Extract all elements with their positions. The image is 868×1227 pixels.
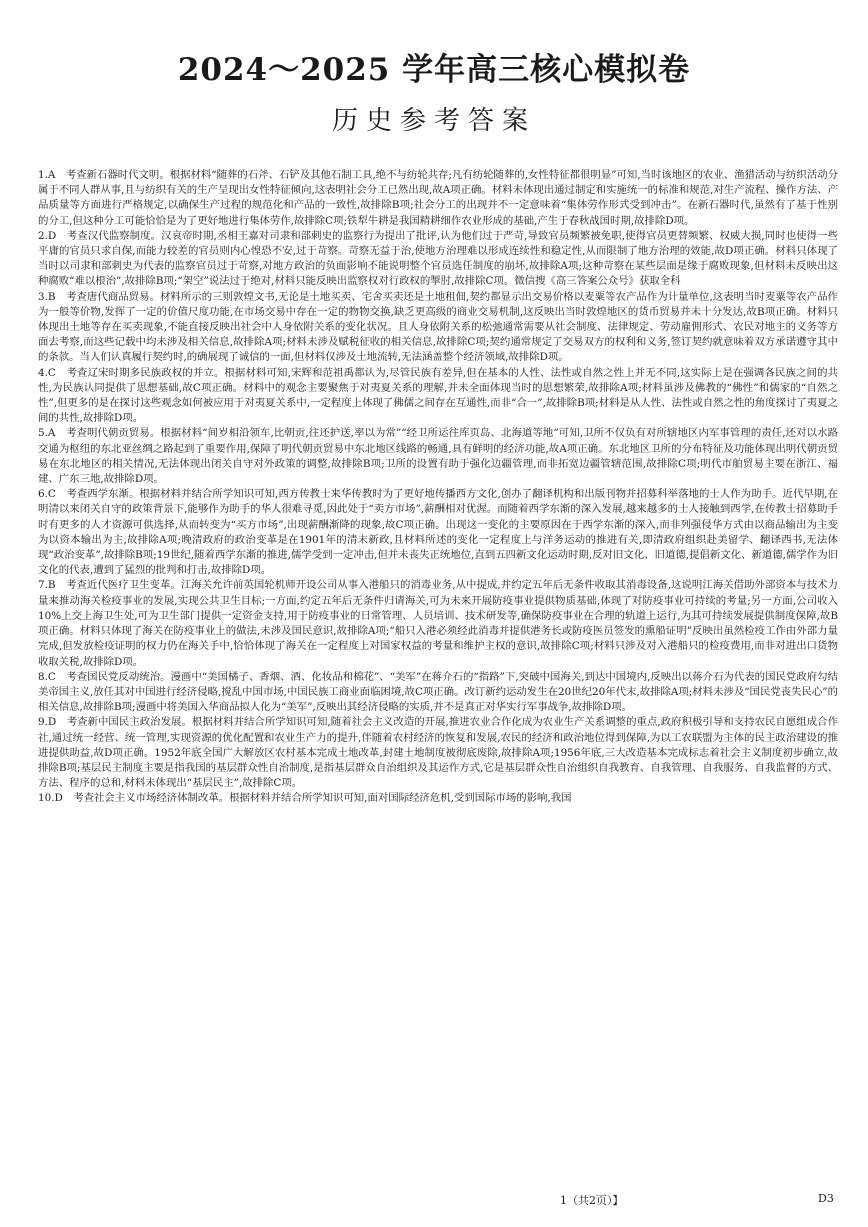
page-footer (0, 1192, 868, 1212)
answer-item-2: 2.D 考查汉代监察制度。汉哀帝时期,丞相王嘉对司隶和部刺史的监察行为提出了批评,认为他们过于严苛,导致官员频繁被免职,使得官员更替频繁、权威大损,同时也使得一些平庸的官员只求自保,而能力较差的官员则内心惶恐不安,过于苛察。苛察无益于治,使地方治理难以形成连续性和稳定性,从而限制了地方治理的效能,故D项正确。材料只体现了当时以司隶和部刺史为代表的监察官员过于苛察,对地方政治的负面影响不能说明整个官员选任制度的崩坏,故排除A项;这种苛察在某些层面是缘于腐败现象,但材料未反映出这种腐败“难以根治”,故排除B项;“架空”说法过于绝对,材料只能反映出监察权对行政权的掣肘,故排除C项。微信搜《高三答案公众号》获取全科 (38, 229, 838, 288)
answer-item-10: 10.D 考查社会主义市场经济体制改革。根据材料并结合所学知识可知,面对国际经济危机,受到国际市场的影响,我国 (38, 792, 572, 805)
page-subtitle: 历史参考答案 (331, 106, 536, 136)
page-number: 1（共2页）】 (560, 1194, 624, 1207)
answer-item-4: 4.C 考查辽宋时期多民族政权的并立。根据材料可知,宋辉和范祖禹都认为,尽管民族有差异,但在基本的人性、法性或自然之性上并无不同,这实际上是在强调各民族之间的共性,为民族认同提供了思想基础,故C项正确。材料中的观念主要聚焦于对夷夏关系的理解,并未全面体现当时的思想繁荣,故排除A项;材料虽涉及佛教的“佛性”和儒家的“自然之性”,但更多的是在探讨这些观念如何被应用于对夷夏关系中,一定程度上体现了佛儒之间存在互通性,而非“合一”,故排除B项;材料是从人性、法性或自然之性的角度探讨了夷夏之间的共性,故排除D项。 (38, 366, 838, 425)
page-title: 2024～2025 学年高三核心模拟卷 (177, 52, 691, 88)
answer-list (38, 168, 838, 807)
answer-item-5: 5.A 考查明代朝贡贸易。根据材料“间岁相沿领车,比朝贡,往还护送,率以为常”“经卫所运往库页岛、北海道等地”可知,卫所不仅负有对所辖地区内军事管理的责任,还对以水路交通为枢纽的东北亚丝绸之路起到了重要作用,保障了明代朝贡贸易中东北地区线路的畅通,具有鲜明的经济功能,故A项正确。东北地区卫所的分布特征及功能体现出明代朝贡贸易在东北地区的相关情况,无法体现出闭关自守对外政策的调整,故排除B项;卫所的设置有助于强化边疆管理,而非拓宽边疆管辖范围,故排除C项;明代市舶贸易主要在浙江、福建、广东三地,故排除D项。 (38, 427, 838, 486)
answer-item-6: 6.C 考查西学东渐。根据材料并结合所学知识可知,西方传教士来华传教时为了更好地传播西方文化,创办了翻译机构和出版刊物并招募科举落地的士人作为助手。近代早期,在明清以来闭关自守的政策背景下,能够作为助手的华人很难寻觅,因此处于“卖方市场”,薪酬相对优渥。而随着西学东渐的深入发展,越来越多的士人接触到西学,在传教士招募助手时有更多的人才资源可供选择,从而转变为“买方市场”,出现薪酬渐降的现象,故C项正确。出现这一变化的主要原因在于西学东渐的深入,而非列强侵华方式由以商品输出为主变为以资本输出为主,故排除A项;晚清政府的政治变革是在1901年的清末新政,且材料所述的变化一定程度上与洋务运动的推进有关,即清政府组织赴美留学、翻译西书,无法体现“政治变革”,故排除B项;19世纪,随着西学东渐的推进,儒学受到一定冲击,但并未丧失正统地位,直到五四新文化运动时期,反对旧文化、旧道德,提倡新文化、新道德,儒学作为旧文化的代表,遭到了猛烈的批判和打击,故排除D项。 (38, 488, 838, 577)
answer-item-9: 9.D 考查新中国民主政治发展。根据材料并结合所学知识可知,随着社会主义改造的开展,推进农业合作化成为农业生产关系调整的重点,政府积极引导和支持农民自愿组成合作社,通过统一经营、统一管理,实现资源的优化配置和农业生产力的提升,伴随着农村经济的恢复和发展,农民的经济和政治地位得到保障,为以工农联盟为主体的民主政治建设的推进提供助益,故D项正确。1952年底全国广大解放区农村基本完成土地改革,封建土地制度被彻底废除,故排除A项;1956年底,三大改造基本完成标志着社会主义制度初步确立,故排除B项;基层民主制度主要是指我国的基层群众性自治制度,是指基层群众自治组织及其运作方式,它是基层群众性自治组织自我教育、自我管理、自我服务、自我监督的方式、方法、程序的总和,材料未体现出“基层民主”,故排除C项。 (38, 716, 838, 790)
answer-item-8: 8.C 考查国民党反动统治。漫画中“美国橘子、香烟、酒、化妆品和棉花”、“美军”在蒋介石的“指路”下,突破中国海关,到达中国境内,反映出以蒋介石为代表的国民党政府勾结美帝国主义,放任其对中国进行经济侵略,搅乱中国市场,中国民族工商业面临困境,故C项正确。改订新约运动发生在20世纪20年代末,故排除A项;材料未涉及“国民党丧失民心”的相关信息,故排除B项;漫画中将美国入华商品拟人化为“美军”,反映出其经济侵略的实质,并不是真正对华实行军事战争,故排除D项。 (38, 670, 838, 714)
answer-item-1: 1.A 考查新石器时代文明。根据材料“随葬的石斧、石铲及其他石制工具,绝不与纺轮共存;凡有纺轮随葬的,女性特征都很明显”可知,当时该地区的农业、渔猎活动与纺织活动分属于不同人群从事,且与纺织有关的生产呈现出女性特征倾向,这表明社会分工已然出现,故A项正确。材料未体现出通过制定和实施统一的标准和规范,对生产流程、操作方法、产品质量等方面进行严格规定,以确保生产过程的规范化和产品的一致性,故排除B项;社会分工的出现并不一定意味着“集体劳作形式受到冲击”。在新石器时代,虽然有了基于性别的分工,但这种分工可能恰恰是为了更好地进行集体劳作,故排除C项;铁犁牛耕是我国精耕细作农业形成的基础,产生于春秋战国时期,故排除D项。 (38, 169, 839, 227)
paper-code: D3 (818, 1192, 834, 1205)
answer-item-7: 7.B 考查近代医疗卫生变革。江海关允许前英国轮机师开设公司从事入港船只的消毒业务,从中提成,并约定五年后无条件收取其消毒设备,这说明江海关借助外部资本与技术力量来推动海关检疫事业的发展,实现公共卫生目标;一方面,约定五年后无条件归请海关,可为未来开展防疫事业提供物质基础,体现了对防疫事业可持续的考量;另一方面,公司收入10%上交上海卫生处,可为卫生部门提供一定资金支持,用于防疫事业的日常管理、人员培训、技术研发等,确保防疫事业在合理的轨道上运行,为其可持续发展提供制度保障,故B项正确。材料只体现了海关在防疫事业上的做法,未涉及国民意识,故排除A项;“船只入港必须经此消毒并提供港务长或防疫医员签发的熏船证明”反映出虽然检疫工作由外部力量完成,但发放检疫证明的权力仍在海关手中,恰恰体现了海关在一定程度上对国家权益的考量和维护主权的意识,故排除C项;材料只涉及对入港船只的检疫费用,而非对进出口货物收取关税,故排除D项。 (38, 579, 838, 668)
answer-item-3: 3.B 考查唐代商品贸易。材料所示的三则敦煌文书,无论是土地买卖、宅舍买卖还是土地租佃,契约都显示出交易价格以麦粟等农产品作为计量单位,这表明当时麦粟等农产品作为一般等价物,发挥了一定的价值尺度功能,在市场交易中存在一定的物物交换,缺乏更高级的商业交易机制,这反映出当时敦煌地区的货币贸易并未十分发达,故B项正确。材料只体现出土地等存在买卖现象,不能直接反映出社会中人身依附关系的变化状况。且人身依附关系的松弛通常需要从社会制度、法律规定、劳动雇佣形式、农民对地主的义务等方面去考察,而这些记载中均未涉及相关信息,故排除A项;材料未涉及赋税征收的相关信息,故排除C项;契约通常规定了交易双方的权利和义务,签订契约就意味着双方承诺遵守其中的条款。当人们认真履行契约时,的确展现了诚信的一面,但材料仅涉及土地流转,无法涵盖整个经济领域,故排除D项。 (38, 290, 838, 364)
